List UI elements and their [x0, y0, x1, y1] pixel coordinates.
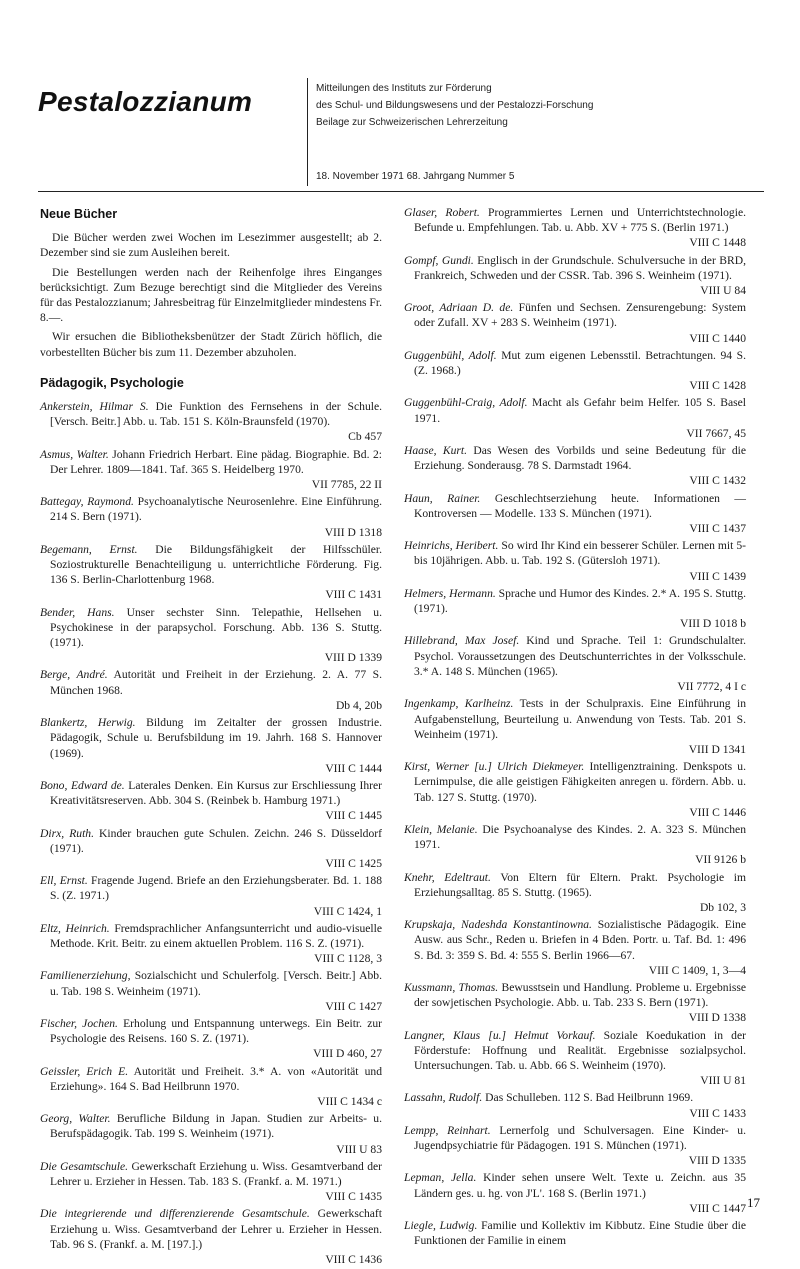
book-entry: [404, 300, 746, 346]
book-signature: VIII C 1128, 3: [314, 952, 382, 966]
book-description: Fragende Jugend. Briefe an den Erziehungsberater. Bd. 1. 188 S. (Z. 1971.): [50, 874, 383, 903]
book-signature: VIII D 1341: [688, 742, 746, 756]
journal-title: Pestalozzianum: [38, 86, 253, 117]
book-signature: VIII C 1427: [325, 999, 382, 1013]
book-description: Psychoanalytische Neurosenlehre. Eine Einführung. 214 S. Bern (1971).: [50, 495, 382, 524]
book-signature: Cb 457: [348, 430, 382, 444]
book-description: Familie und Kollektiv im Kibbutz. Eine Studie über die Funktionen der Familie in einem: [414, 1219, 746, 1248]
book-signature: VIII D 1335: [688, 1154, 746, 1168]
book-description: Fünfen und Sechsen. Zensurengebung: System oder Zufall. XV + 283 S. Weinheim (1971).: [414, 301, 746, 330]
book-description: Bildung im Zeitalter der grossen Industrie. Pädagogik, Schule u. Berufsbildung im 19. Jahrh. 168 S. Hannover (1969).: [50, 716, 382, 760]
book-signature: VII 7785, 22 II: [311, 478, 382, 492]
book-signature: VIII C 1424, 1: [313, 904, 382, 918]
intro-text: [40, 230, 382, 360]
book-signature: VIII C 1445: [325, 809, 382, 823]
book-entry: [404, 253, 746, 299]
book-description: Bewusstsein und Handlung. Probleme u. Ergebnisse der sowjetischen Psychologie. Abb. u. Tab. 233 S. Bern (1971).: [414, 980, 746, 1010]
book-entry: [40, 873, 382, 919]
book-entry: [404, 759, 746, 820]
book-entry: [404, 205, 746, 251]
book-author: Lassahn, Rudolf.: [404, 1091, 483, 1105]
book-author: Ankerstein, Hilmar S.: [40, 400, 149, 414]
right-column: [404, 205, 746, 1250]
book-description: Sozialschicht und Schulerfolg. [Versch. Beitr.] Abb. u. Tab. 198 S. Weinheim (1971).: [50, 969, 382, 998]
book-description: Sprache und Humor des Kindes. 2.* A. 195 S. Stuttg. (1971).: [414, 586, 747, 616]
book-author: Helmers, Hermann.: [404, 586, 496, 600]
book-author: Dirx, Ruth.: [40, 826, 94, 840]
book-description: Kinder sehen unsere Welt. Texte u. Zeichn. aus 35 Ländern ges. u. hg. von J'L'. 168 S. (Berlin 1971.): [414, 1171, 746, 1200]
book-signature: VIII D 1318: [324, 525, 382, 539]
book-entry: [404, 1090, 746, 1120]
book-signature: VIII C 1440: [689, 331, 746, 345]
book-author: Lepman, Jella.: [404, 1171, 477, 1185]
book-description: Soziale Koedukation in der Förderstufe: Hoffnung und Realität. Ergebnisse sozialpsychol. Untersuchungen. Tab. u. Abb. 66 S. Weinheim (1970).: [414, 1028, 746, 1072]
book-author: Haun, Rainer.: [404, 491, 481, 505]
book-author: Blankertz, Herwig.: [40, 716, 136, 730]
book-author: Asmus, Walter.: [40, 447, 109, 461]
book-entry: [404, 1028, 746, 1089]
book-entry: [40, 1016, 382, 1062]
book-description: Geschlechtserziehung heute. Informationen — Kontroversen — Modelle. 133 S. München (1971).: [414, 491, 747, 520]
book-description: Die Funktion des Fernsehens in der Schule. [Versch. Beitr.] Abb. u. Tab. 151 S. Köln-Braunsfeld (1970).: [50, 400, 383, 429]
book-description: Sozialistische Pädagogik. Eine Ausw. aus Schr., Reden u. Briefen in 4 Bden. Portr. u. Taf. Bd. 1: 496 S. Bd. 3: 359 S. Bd. 4: 555 S. Berlin 1966—67.: [414, 918, 747, 962]
intro-paragraph: Die Bücher werden zwei Wochen im Lesezimmer ausgestellt; ab 2. Dezember sind sie zum Ausleihen bereit.: [40, 231, 382, 260]
page-number: 17: [747, 1195, 760, 1210]
book-author: Klein, Melanie.: [404, 822, 478, 836]
book-signature: VIII C 1434 c: [317, 1094, 382, 1108]
book-description: Kinder brauchen gute Schulen. Zeichn. 246 S. Düsseldorf (1971).: [50, 826, 382, 855]
book-author: Haase, Kurt.: [404, 444, 468, 458]
book-author: Krupskaja, Nadeshda Konstantinowna.: [404, 918, 592, 932]
book-description: Die Bildungsfähigkeit der Hilfsschüler. Soziostrukturelle Benachteiligung u. unterrichtliche Förderung. Fig. 136 S. Berlin-Charlottenburg 1968.: [50, 542, 382, 587]
book-author: Battegay, Raymond.: [40, 495, 134, 509]
book-author: Groot, Adriaan D. de.: [404, 301, 514, 315]
book-list-left: [40, 399, 382, 1267]
book-author: Glaser, Robert.: [404, 206, 480, 219]
book-entry: [404, 1170, 746, 1216]
book-author: Knehr, Edeltraut.: [404, 870, 491, 884]
book-entry: [404, 395, 746, 441]
book-entry: [40, 1111, 382, 1157]
book-entry: [40, 1064, 382, 1110]
book-author: Familienerziehung,: [40, 969, 131, 983]
book-signature: VII 9126 b: [695, 853, 746, 867]
book-description: Das Schulleben. 112 S. Bad Heilbrunn 1969.: [482, 1091, 694, 1105]
book-description: Die Psychoanalyse des Kindes. 2. A. 323 S. München 1971.: [414, 822, 746, 852]
journal-subtitle: [316, 80, 593, 131]
book-description: Mut zum eigenen Lebensstil. Betrachtungen. 94 S. (Z. 1968.): [414, 348, 747, 378]
book-entry: [404, 1218, 746, 1248]
book-signature: VIII C 1437: [689, 522, 746, 536]
header-divider: [307, 78, 308, 186]
subtitle-line: Mitteilungen des Instituts zur Förderung: [316, 83, 492, 94]
book-entry: [40, 542, 382, 603]
book-entry: [404, 1123, 746, 1169]
book-author: Begemann, Ernst.: [40, 542, 138, 556]
book-signature: VIII C 1432: [689, 474, 746, 488]
book-signature: VIII U 83: [336, 1142, 382, 1156]
book-signature: VIII C 1439: [689, 569, 746, 583]
book-author: Geissler, Erich E.: [40, 1064, 129, 1078]
book-author: Langner, Klaus [u.] Helmut Vorkauf.: [404, 1028, 596, 1042]
book-author: Ingenkamp, Karlheinz.: [404, 697, 514, 711]
book-entry: [40, 447, 382, 493]
book-signature: VII 7772, 4 I c: [677, 680, 746, 694]
book-signature: Db 102, 3: [699, 900, 746, 914]
book-author: Die Gesamtschule.: [40, 1159, 129, 1173]
book-signature: Db 4, 20b: [335, 698, 382, 712]
book-signature: VIII D 460, 27: [313, 1047, 382, 1061]
book-entry: [40, 605, 382, 666]
book-entry: [404, 980, 746, 1026]
subtitle-line: Beilage zur Schweizerischen Lehrerzeitung: [316, 117, 508, 128]
book-author: Kussmann, Thomas.: [404, 980, 499, 994]
book-description: Erholung und Entspannung unterwegs. Ein Beitr. zur Psychologie des Reisens. 160 S. Z. (1971).: [50, 1016, 382, 1046]
book-author: Gompf, Gundi.: [404, 253, 474, 267]
book-author: Lempp, Reinhart.: [404, 1123, 491, 1137]
book-signature: VII 7667, 45: [686, 426, 746, 440]
book-entry: [404, 348, 746, 394]
book-description: Das Wesen des Vorbilds und seine Bedeutung für die Erziehung. Sonderausg. 78 S. Darmstadt 1964.: [414, 444, 746, 473]
left-column: [40, 205, 382, 1269]
book-description: Kind und Sprache. Teil 1: Grundschulalter. Psychol. Voraussetzungen des Deutschunterrichtes in der Volksschule. 3.* A. 148 S. München (1965).: [414, 634, 746, 678]
book-description: Gewerkschaft Erziehung u. Wiss. Gesamtverband der Lehrer u. Erzieher in Hessen. Tab. 183 S. (Frankf. a. M. 1971.): [50, 1159, 383, 1188]
book-entry: [40, 1206, 382, 1267]
book-description: Von Eltern für Eltern. Prakt. Psychologie im Erziehungsalltag. 85 S. Stuttg. (1965).: [414, 870, 746, 899]
section-heading: Pädagogik, Psychologie: [40, 375, 184, 390]
book-signature: VIII C 1447: [689, 1201, 746, 1215]
book-author: Die integrierende und differenzierende Gesamtschule.: [40, 1207, 310, 1221]
book-signature: VIII C 1433: [689, 1106, 746, 1120]
book-author: Liegle, Ludwig.: [404, 1219, 478, 1232]
book-description: Autorität und Freiheit. 3.* A. von «Autorität und Erziehung». 164 S. Bad Heilbrunn 1970.: [50, 1064, 382, 1093]
book-entry: [404, 696, 746, 757]
book-entry: [40, 715, 382, 776]
book-signature: VIII C 1409, 1, 3—4: [648, 963, 746, 977]
section-heading: Neue Bücher: [40, 207, 118, 221]
book-description: Johann Friedrich Herbart. Eine pädag. Biographie. Bd. 2: Der Lehrer. 1809—1841. Taf. 365 S. Heidelberg 1970.: [50, 447, 382, 476]
book-author: Kirst, Werner [u.] Ulrich Diekmeyer.: [404, 760, 585, 774]
book-signature: VIII C 1431: [325, 588, 382, 602]
book-entry: [404, 443, 746, 489]
book-signature: VIII C 1436: [325, 1253, 382, 1266]
book-description: So wird Ihr Kind ein besserer Schüler. Lernen mit 5- bis 10jährigen. Abb. u. Tab. 192 S. (Gütersloh 1971).: [414, 539, 746, 568]
book-description: Laterales Denken. Ein Kursus zur Erschliessung Ihrer Kreativitätsreserven. Abb. 304 S. (Reinbek b. Hamburg 1971.): [50, 778, 383, 808]
book-description: Lernerfolg und Schulversagen. Eine Kinder- u. Jugendpsychiatrie für Pädagogen. 191 S. München (1971).: [414, 1123, 747, 1152]
book-author: Fischer, Jochen.: [40, 1016, 118, 1030]
intro-paragraph: Die Bestellungen werden nach der Reihenfolge ihres Einganges berücksichtigt. Zum Bezuge berechtigt sind die Mitglieder des Vereins für das Pestalozzianum; Jahresbeitrag für Einzelmitglieder mindestens Fr. 8.—.: [40, 265, 382, 325]
book-signature: VIII D 1338: [688, 1011, 746, 1025]
book-author: Georg, Walter.: [40, 1112, 111, 1126]
book-signature: VIII C 1425: [325, 856, 382, 870]
book-author: Ell, Ernst.: [40, 874, 88, 888]
book-entry: [404, 538, 746, 584]
book-signature: VIII D 1339: [324, 651, 382, 665]
book-author: Hillebrand, Max Josef.: [404, 634, 520, 648]
book-author: Guggenbühl, Adolf.: [404, 348, 497, 362]
book-author: Bono, Edward de.: [40, 778, 125, 792]
book-entry: [40, 968, 382, 1014]
book-entry: [404, 491, 746, 537]
book-author: Bender, Hans.: [40, 605, 115, 619]
intro-paragraph: Wir ersuchen die Bibliotheksbenützer der Stadt Zürich höflich, die vorbestellten Bücher bis zum 11. Dezember abzuholen.: [40, 330, 382, 359]
book-description: Intelligenztraining. Denkspots u. Lernimpulse, die alle geistigen Fähigkeiten anregen u. fördern. Abb. u. Tab. 127 S. Stuttg. (1970).: [414, 760, 746, 804]
book-description: Fremdsprachlicher Anfangsunterricht und audio-visuelle Methode. Krit. Beitr. zu einem aktuellen Problem. 116 S. Z. (1971).: [50, 921, 382, 950]
book-entry: [40, 667, 382, 713]
book-description: Programmiertes Lernen und Unterrichtstechnologie. Befunde u. Empfehlungen. Tab. u. Abb. XV + 775 S. (Berlin 1971.): [414, 206, 746, 235]
book-signature: VIII C 1448: [689, 236, 746, 250]
book-description: Autorität und Freiheit in der Erziehung. 2. A. 77 S. München 1968.: [50, 668, 382, 697]
book-signature: VIII U 84: [700, 284, 746, 298]
book-entry: [404, 917, 746, 978]
book-description: Gewerkschaft Erziehung u. Wiss. Gesamtverband der Lehrer u. Erzieher in Hessen. Tab. 96 S. (Frankf. a. M. [197.].): [50, 1207, 382, 1251]
book-signature: VIII C 1428: [689, 379, 746, 393]
book-entry: [404, 586, 746, 632]
book-description: Englisch in der Grundschule. Schulversuche in der BRD, Frankreich, Schweden und der CSSR. Tab. 396 S. Weinheim (1971).: [414, 253, 746, 282]
book-description: Tests in der Schulpraxis. Eine Einführung in Aufgabenstellung, Beurteilung u. Anwendung von Tests. Tab. 201 S. Weinheim (1971).: [414, 697, 746, 741]
book-author: Eltz, Heinrich.: [40, 921, 110, 935]
book-entry: [40, 399, 382, 445]
book-author: Berge, André.: [40, 668, 108, 682]
book-entry: [40, 494, 382, 540]
book-entry: [404, 870, 746, 916]
book-signature: VIII C 1435: [325, 1190, 382, 1204]
book-description: Berufliche Bildung in Japan. Studien zur Arbeits- u. Berufspädagogik. Tab. 199 S. Weinheim (1971).: [50, 1112, 383, 1141]
header-rule: [38, 191, 764, 192]
book-description: Unser sechster Sinn. Telepathie, Hellsehen u. Psychokinese in der parapsychol. Forschung. Abb. 136 S. Stuttg. (1971).: [50, 605, 382, 650]
book-entry: [40, 1159, 382, 1205]
book-signature: VIII D 1018 b: [679, 617, 746, 631]
book-entry: [404, 633, 746, 694]
book-signature: VIII C 1446: [689, 805, 746, 819]
issue-info: 18. November 1971 68. Jahrgang Nummer 5: [316, 171, 515, 182]
subtitle-line: des Schul- und Bildungswesens und der Pestalozzi-Forschung: [316, 100, 594, 111]
book-author: Heinrichs, Heribert.: [404, 539, 499, 553]
book-author: Guggenbühl-Craig, Adolf.: [404, 396, 528, 410]
book-list-right: [404, 205, 746, 1248]
book-entry: [40, 778, 382, 824]
book-signature: VIII U 81: [700, 1074, 746, 1088]
book-entry: [40, 826, 382, 872]
book-description: Macht als Gefahr beim Helfer. 105 S. Basel 1971.: [414, 396, 746, 425]
book-entry: [404, 822, 746, 868]
book-signature: VIII C 1444: [325, 761, 382, 775]
book-entry: [40, 921, 382, 967]
